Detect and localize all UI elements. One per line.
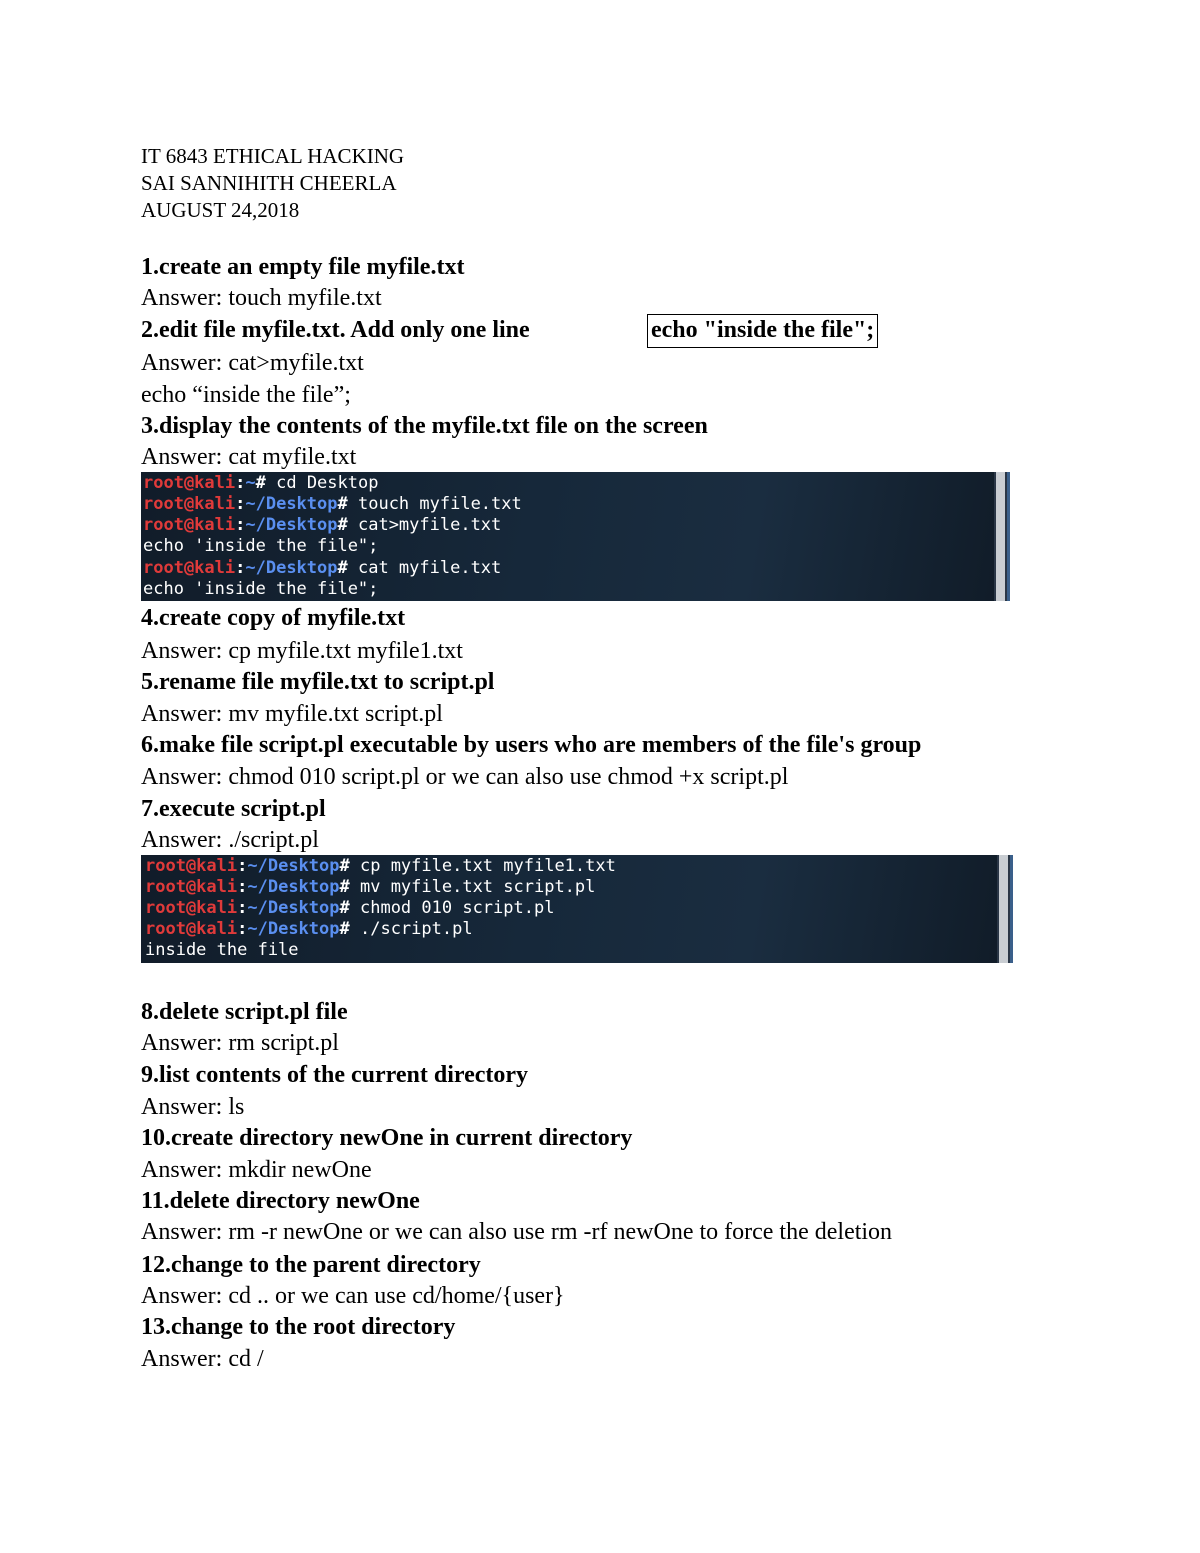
question-8: 8.delete script.pl file bbox=[141, 999, 348, 1025]
scrollbar-edge bbox=[1007, 472, 1010, 601]
answer-5: Answer: mv myfile.txt script.pl bbox=[141, 701, 443, 727]
terminal-line: root@kali:~# cd Desktop bbox=[143, 473, 379, 493]
question-2: 2.edit file myfile.txt. Add only one line bbox=[141, 317, 530, 343]
terminal-line: root@kali:~/Desktop# cat>myfile.txt bbox=[143, 515, 502, 535]
answer-6: Answer: chmod 010 script.pl or we can also use chmod +x script.pl bbox=[141, 764, 789, 790]
question-12: 12.change to the parent directory bbox=[141, 1252, 481, 1278]
answer-2-line-2: echo “inside the file”; bbox=[141, 382, 351, 408]
terminal-output-line: echo 'inside the file"; bbox=[143, 579, 379, 599]
answer-4: Answer: cp myfile.txt myfile1.txt bbox=[141, 638, 463, 664]
answer-13: Answer: cd / bbox=[141, 1346, 264, 1372]
answer-3: Answer: cat myfile.txt bbox=[141, 444, 357, 470]
question-10: 10.create directory newOne in current directory bbox=[141, 1125, 633, 1151]
answer-9: Answer: ls bbox=[141, 1094, 245, 1120]
question-9: 9.list contents of the current directory bbox=[141, 1062, 529, 1088]
terminal-line: root@kali:~/Desktop# mv myfile.txt script.pl bbox=[145, 877, 596, 897]
question-11: 11.delete directory newOne bbox=[141, 1188, 420, 1214]
terminal-line: root@kali:~/Desktop# cat myfile.txt bbox=[143, 558, 502, 578]
scrollbar-thumb bbox=[999, 855, 1008, 963]
course-title: IT 6843 ETHICAL HACKING bbox=[141, 144, 405, 168]
terminal-screenshot-2 bbox=[141, 855, 1013, 963]
terminal-line: root@kali:~/Desktop# touch myfile.txt bbox=[143, 494, 522, 514]
question-5: 5.rename file myfile.txt to script.pl bbox=[141, 669, 495, 695]
question-6: 6.make file script.pl executable by users who are members of the file's group bbox=[141, 732, 922, 758]
question-4: 4.create copy of myfile.txt bbox=[141, 605, 406, 631]
scrollbar-thumb bbox=[996, 472, 1005, 601]
question-3: 3.display the contents of the myfile.txt file on the screen bbox=[141, 413, 708, 439]
question-7: 7.execute script.pl bbox=[141, 796, 326, 822]
terminal-line: root@kali:~/Desktop# ./script.pl bbox=[145, 919, 473, 939]
author-name: SAI SANNIHITH CHEERLA bbox=[141, 171, 397, 195]
answer-10: Answer: mkdir newOne bbox=[141, 1157, 372, 1183]
terminal-scrollbar bbox=[997, 855, 1013, 963]
boxed-line-text: echo "inside the file"; bbox=[647, 314, 878, 348]
answer-2: Answer: cat>myfile.txt bbox=[141, 350, 364, 376]
terminal-output-line: echo 'inside the file"; bbox=[143, 536, 379, 556]
answer-7: Answer: ./script.pl bbox=[141, 827, 319, 853]
answer-8: Answer: rm script.pl bbox=[141, 1030, 339, 1056]
terminal-line: root@kali:~/Desktop# cp myfile.txt myfile1.txt bbox=[145, 856, 616, 876]
answer-12: Answer: cd .. or we can use cd/home/{user} bbox=[141, 1283, 565, 1309]
answer-1: Answer: touch myfile.txt bbox=[141, 285, 382, 311]
question-13: 13.change to the root directory bbox=[141, 1314, 456, 1340]
terminal-line: root@kali:~/Desktop# chmod 010 script.pl bbox=[145, 898, 555, 918]
terminal-scrollbar bbox=[994, 472, 1010, 601]
question-1: 1.create an empty file myfile.txt bbox=[141, 254, 465, 280]
document-date: AUGUST 24,2018 bbox=[141, 198, 300, 222]
answer-11: Answer: rm -r newOne or we can also use rm -rf newOne to force the deletion bbox=[141, 1219, 893, 1245]
terminal-screenshot-1 bbox=[141, 472, 1010, 601]
scrollbar-edge bbox=[1010, 855, 1013, 963]
terminal-output-line: inside the file bbox=[145, 940, 299, 960]
